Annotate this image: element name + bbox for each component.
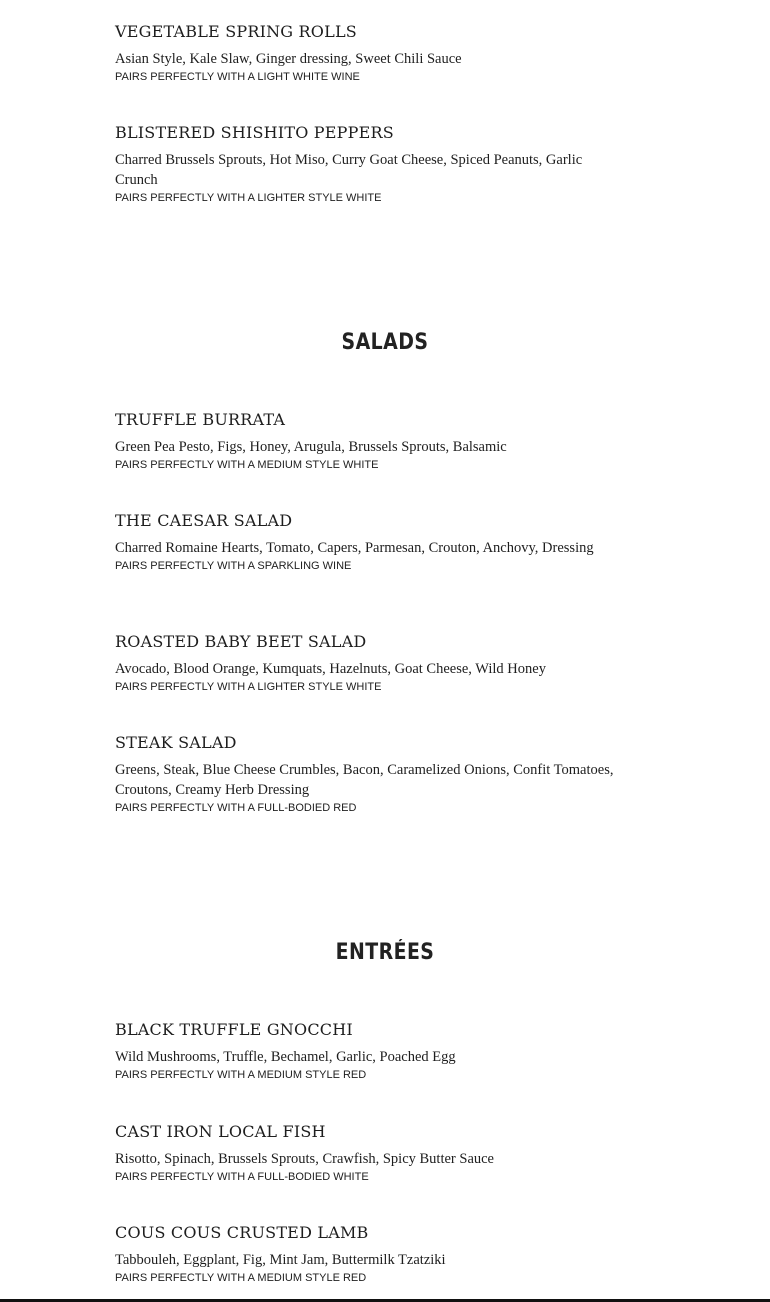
item-pairing: PAIRS PERFECTLY WITH A LIGHT WHITE WINE xyxy=(115,71,360,83)
menu-item-blistered-shishito-peppers xyxy=(115,123,615,205)
menu-item-steak-salad xyxy=(115,733,615,815)
item-pairing: PAIRS PERFECTLY WITH A FULL-BODIED WHITE xyxy=(115,1171,369,1183)
menu-item-black-truffle-gnocchi xyxy=(115,1020,615,1082)
item-description: Wild Mushrooms, Truffle, Bechamel, Garlic, Poached Egg xyxy=(115,1049,456,1065)
menu-item-caesar-salad xyxy=(115,511,615,573)
item-name: BLISTERED SHISHITO PEPPERS xyxy=(115,123,394,142)
item-pairing: PAIRS PERFECTLY WITH A SPARKLING WINE xyxy=(115,560,352,572)
item-pairing: PAIRS PERFECTLY WITH A MEDIUM STYLE WHITE xyxy=(115,459,379,471)
item-name: CAST IRON LOCAL FISH xyxy=(115,1122,326,1141)
item-pairing: PAIRS PERFECTLY WITH A MEDIUM STYLE RED xyxy=(115,1069,367,1081)
item-description: Tabbouleh, Eggplant, Fig, Mint Jam, Buttermilk Tzatziki xyxy=(115,1252,446,1268)
item-pairing: PAIRS PERFECTLY WITH A LIGHTER STYLE WHITE xyxy=(115,681,382,693)
item-name: STEAK SALAD xyxy=(115,733,237,752)
menu-item-roasted-baby-beet-salad xyxy=(115,632,615,694)
item-pairing: PAIRS PERFECTLY WITH A LIGHTER STYLE WHITE xyxy=(115,192,382,204)
item-name: VEGETABLE SPRING ROLLS xyxy=(115,22,357,41)
item-pairing: PAIRS PERFECTLY WITH A FULL-BODIED RED xyxy=(115,802,357,814)
menu-item-truffle-burrata xyxy=(115,410,615,472)
item-description: Charred Romaine Hearts, Tomato, Capers, Parmesan, Crouton, Anchovy, Dressing xyxy=(115,540,594,556)
item-description: Charred Brussels Sprouts, Hot Miso, Curry Goat Cheese, Spiced Peanuts, Garlic Crunch xyxy=(115,152,583,188)
item-description: Asian Style, Kale Slaw, Ginger dressing, Sweet Chili Sauce xyxy=(115,51,462,67)
item-name: COUS COUS CRUSTED LAMB xyxy=(115,1223,369,1242)
item-pairing: PAIRS PERFECTLY WITH A MEDIUM STYLE RED xyxy=(115,1272,367,1284)
item-description: Risotto, Spinach, Brussels Sprouts, Crawfish, Spicy Butter Sauce xyxy=(115,1151,494,1167)
item-name: BLACK TRUFFLE GNOCCHI xyxy=(115,1020,353,1039)
section-title-salads: SALADS xyxy=(341,330,429,355)
item-name: ROASTED BABY BEET SALAD xyxy=(115,632,367,651)
item-description: Green Pea Pesto, Figs, Honey, Arugula, Brussels Sprouts, Balsamic xyxy=(115,439,507,455)
item-description: Greens, Steak, Blue Cheese Crumbles, Bacon, Caramelized Onions, Confit Tomatoes, Croutons, Creamy Herb Dressing xyxy=(115,762,614,798)
menu-item-vegetable-spring-rolls xyxy=(115,22,615,84)
item-name: TRUFFLE BURRATA xyxy=(115,410,286,429)
section-title-entrees: ENTRÉES xyxy=(335,940,435,965)
item-name: THE CAESAR SALAD xyxy=(115,511,293,530)
item-description: Avocado, Blood Orange, Kumquats, Hazelnuts, Goat Cheese, Wild Honey xyxy=(115,661,546,677)
menu-item-cous-cous-crusted-lamb xyxy=(115,1223,615,1285)
menu-item-cast-iron-local-fish xyxy=(115,1122,615,1184)
